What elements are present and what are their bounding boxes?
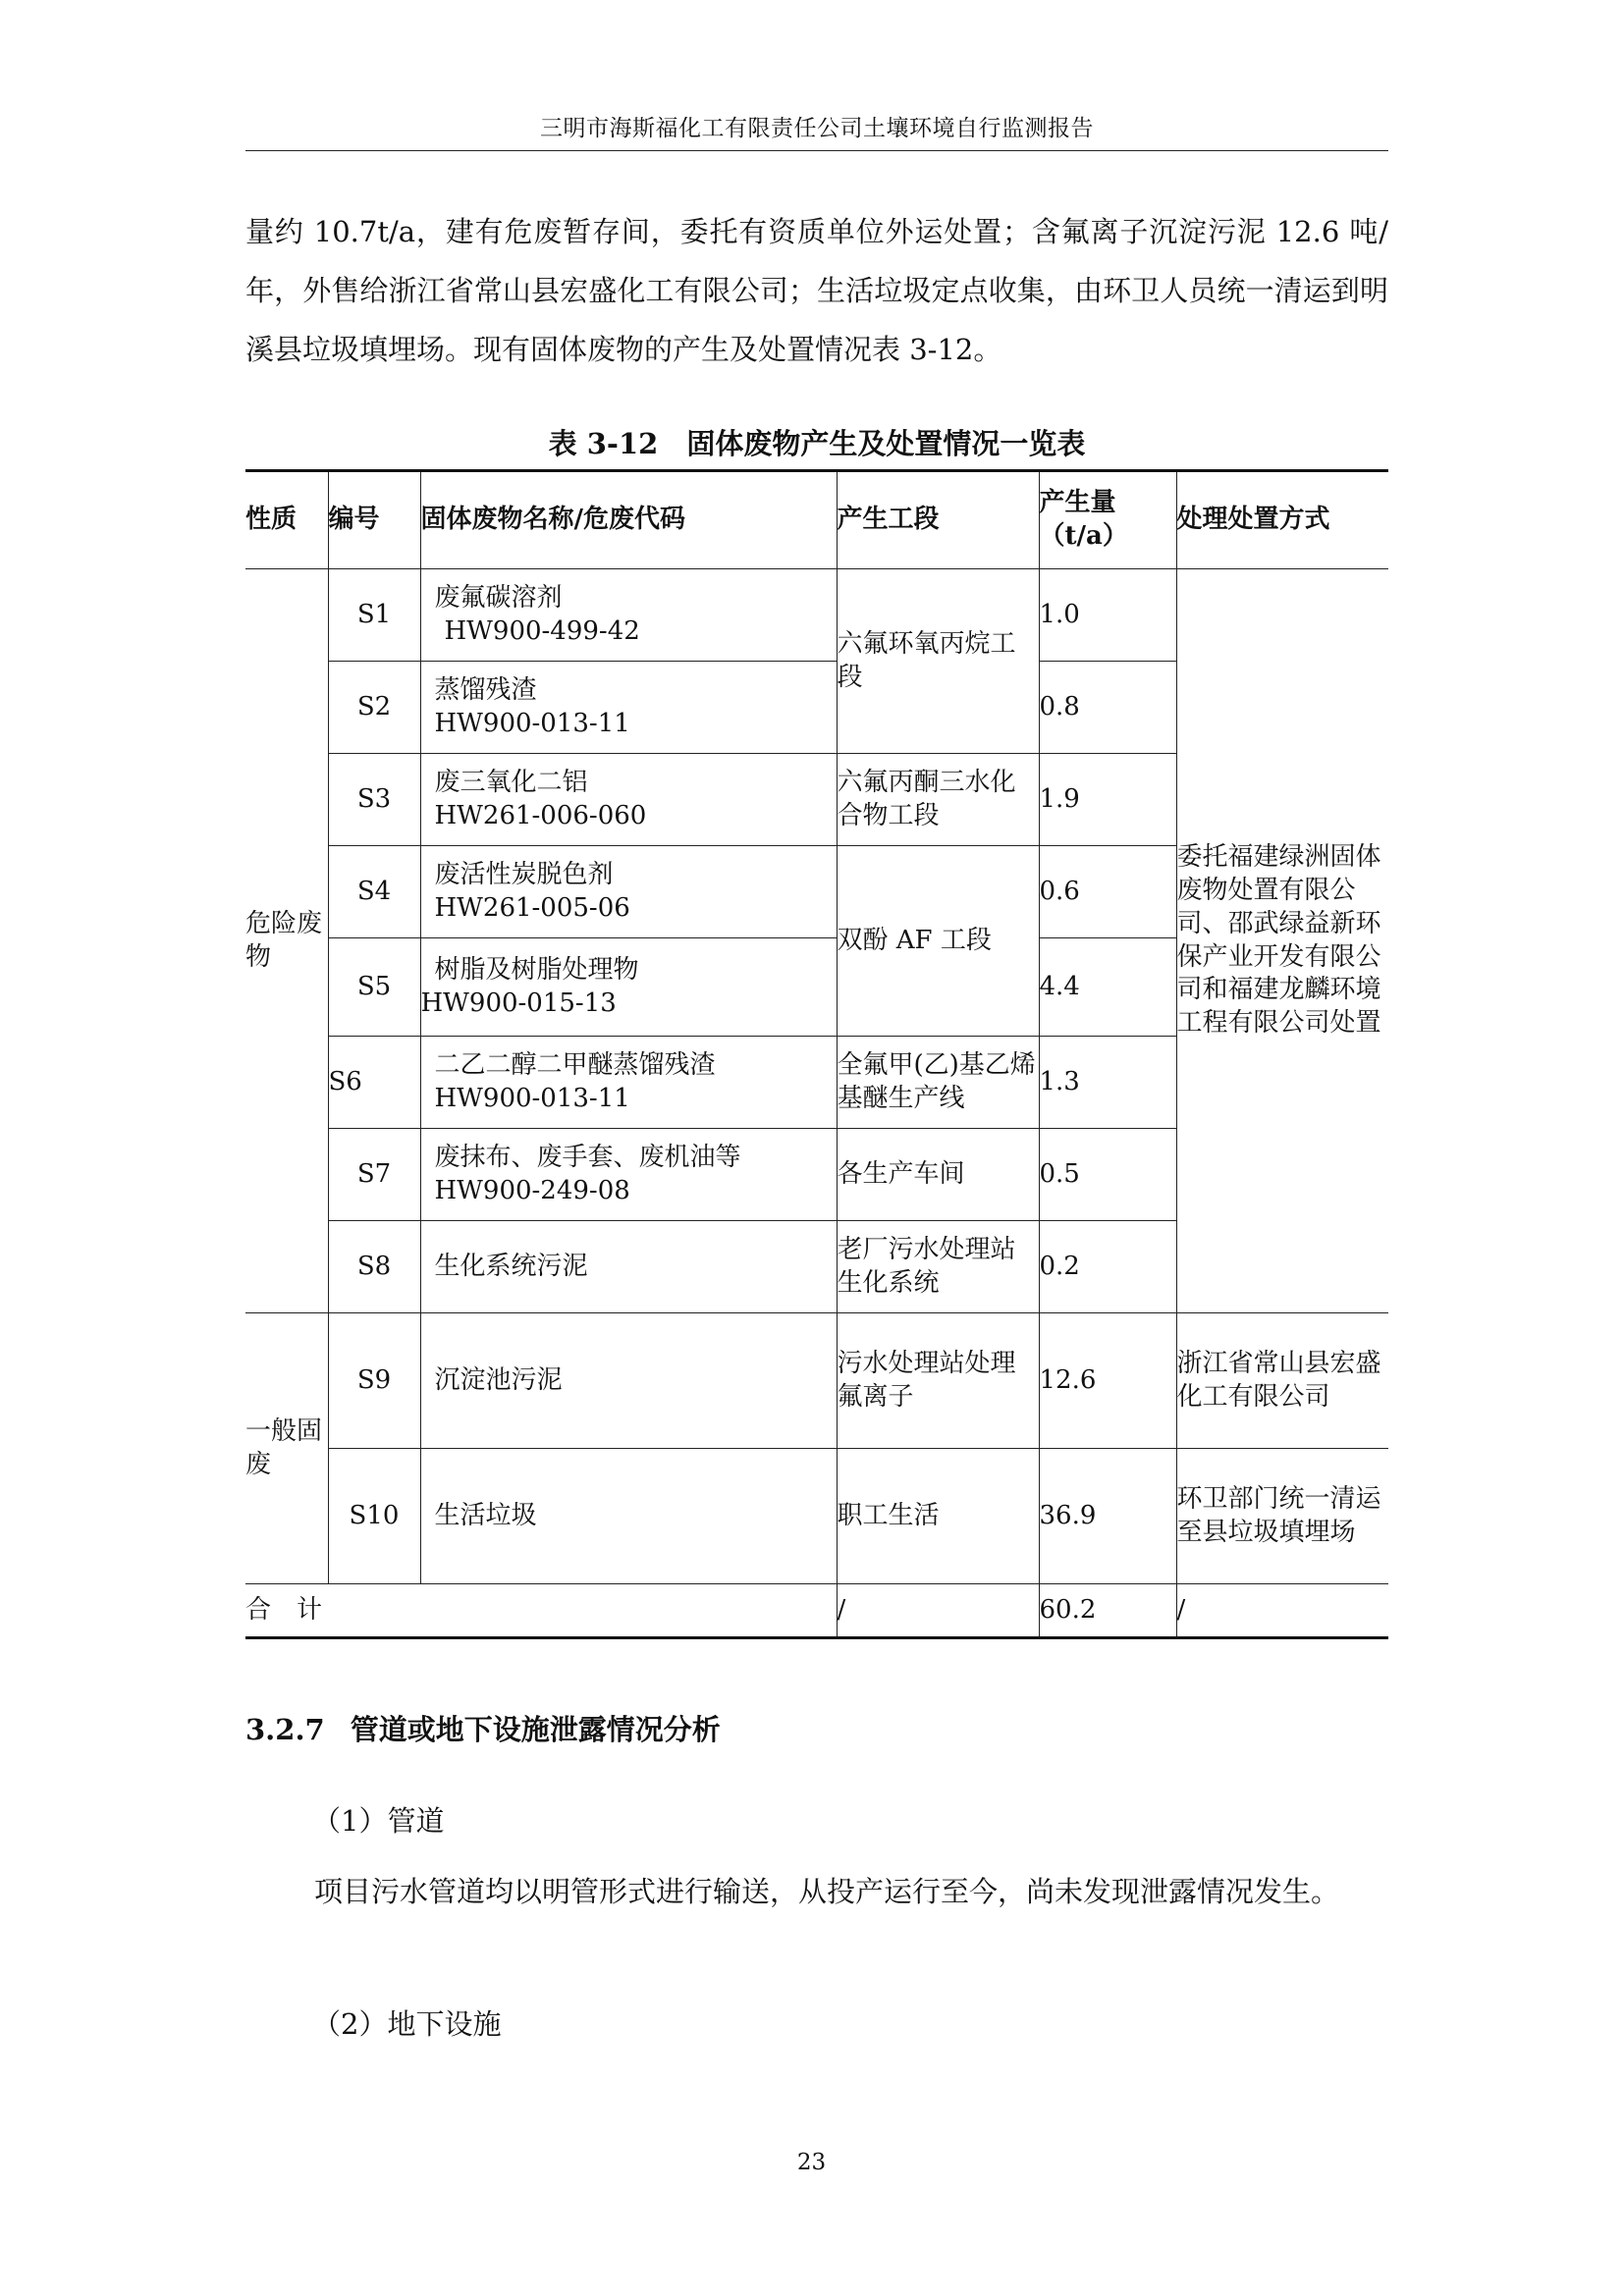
header-divider xyxy=(245,150,1388,151)
waste-name: 废活性炭脱色剂 xyxy=(434,859,614,889)
header-amount: 产生量（t/a） xyxy=(1039,471,1176,569)
waste-name: 废氟碳溶剂 xyxy=(434,582,563,613)
cell-amount: 1.0 xyxy=(1039,569,1176,662)
cell-name xyxy=(420,1037,837,1129)
cell-stage: 老厂污水处理站生化系统 xyxy=(837,1221,1039,1313)
solid-waste-table-container xyxy=(245,469,1388,1639)
subsection-underground-heading: （2）地下设施 xyxy=(312,2007,502,2041)
subsection-pipeline-heading: （1）管道 xyxy=(312,1804,445,1838)
header-disposal: 处理处置方式 xyxy=(1176,471,1388,569)
waste-hw-code: HW900-013-11 xyxy=(434,708,630,738)
cell-code: S9 xyxy=(328,1313,420,1449)
section-title: 管道或地下设施泄露情况分析 xyxy=(350,1713,721,1746)
cell-name xyxy=(420,569,837,662)
page-number: 23 xyxy=(796,2150,827,2175)
cell-code: S4 xyxy=(328,846,420,938)
cell-code: S1 xyxy=(328,569,420,662)
solid-waste-table xyxy=(245,469,1388,1639)
waste-hw-code: HW900-249-08 xyxy=(434,1175,630,1205)
cell-name: 生化系统污泥 xyxy=(420,1221,837,1313)
waste-name: 蒸馏残渣 xyxy=(434,674,537,705)
cell-amount: 0.5 xyxy=(1039,1129,1176,1221)
cell-code: S3 xyxy=(328,754,420,846)
cell-amount: 0.6 xyxy=(1039,846,1176,938)
cell-code: S10 xyxy=(328,1449,420,1584)
waste-name: 废抹布、废手套、废机油等 xyxy=(434,1142,741,1172)
waste-hw-code: HW261-005-06 xyxy=(434,892,630,923)
cell-stage: 污水处理站处理氟离子 xyxy=(837,1313,1039,1449)
section-heading xyxy=(245,1708,721,1748)
waste-hw-code: HW900-015-13 xyxy=(420,988,617,1018)
cell-name xyxy=(420,1129,837,1221)
table-row xyxy=(245,569,1388,662)
cell-amount: 4.4 xyxy=(1039,938,1176,1037)
cell-stage: 全氟甲(乙)基乙烯基醚生产线 xyxy=(837,1037,1039,1129)
pipeline-paragraph: 项目污水管道均以明管形式进行输送，从投产运行至今，尚未发现泄露情况发生。 xyxy=(314,1875,1340,1908)
cell-name: 沉淀池污泥 xyxy=(420,1313,837,1449)
cell-amount: 0.2 xyxy=(1039,1221,1176,1313)
cell-code: S7 xyxy=(328,1129,420,1221)
cell-disposal: 浙江省常山县宏盛化工有限公司 xyxy=(1176,1313,1388,1449)
cell-stage: 六氟环氧丙烷工段 xyxy=(837,569,1039,754)
table-header-row xyxy=(245,471,1388,569)
cell-name xyxy=(420,754,837,846)
cell-stage: 六氟丙酮三水化合物工段 xyxy=(837,754,1039,846)
cell-stage: 各生产车间 xyxy=(837,1129,1039,1221)
waste-hw-code: HW900-013-11 xyxy=(434,1083,630,1113)
cell-stage: 双酚 AF 工段 xyxy=(837,846,1039,1037)
total-amount: 60.2 xyxy=(1039,1584,1176,1638)
cell-amount: 1.3 xyxy=(1039,1037,1176,1129)
waste-hw-code: HW261-006-060 xyxy=(434,800,647,830)
header-stage: 产生工段 xyxy=(837,471,1039,569)
cell-amount: 1.9 xyxy=(1039,754,1176,846)
section-number: 3.2.7 xyxy=(245,1713,325,1746)
cell-code: S8 xyxy=(328,1221,420,1313)
cell-code: S2 xyxy=(328,662,420,754)
cell-hazardous-disposal: 委托福建绿洲固体废物处置有限公司、邵武绿益新环保产业开发有限公司和福建龙麟环境工程有限公司处置 xyxy=(1176,569,1388,1313)
table-caption: 表 3-12 固体废物产生及处置情况一览表 xyxy=(548,427,1086,460)
total-disposal: / xyxy=(1176,1584,1388,1638)
total-label: 合 计 xyxy=(245,1584,837,1638)
cell-name xyxy=(420,846,837,938)
cell-name xyxy=(420,662,837,754)
group-general: 一般固废 xyxy=(245,1313,328,1584)
cell-name xyxy=(420,938,837,1037)
cell-name: 生活垃圾 xyxy=(420,1449,837,1584)
cell-amount: 36.9 xyxy=(1039,1449,1176,1584)
waste-name: 二乙二醇二甲醚蒸馏残渣 xyxy=(434,1049,716,1080)
table-total-row xyxy=(245,1584,1388,1638)
table-row xyxy=(245,1449,1388,1584)
waste-name: 树脂及树脂处理物 xyxy=(434,954,639,985)
cell-amount: 0.8 xyxy=(1039,662,1176,754)
cell-code: S6 xyxy=(328,1037,420,1129)
cell-amount: 12.6 xyxy=(1039,1313,1176,1449)
cell-code: S5 xyxy=(328,938,420,1037)
total-stage: / xyxy=(837,1584,1039,1638)
report-header-title: 三明市海斯福化工有限责任公司土壤环境自行监测报告 xyxy=(540,116,1094,141)
table-row xyxy=(245,1313,1388,1449)
header-code: 编号 xyxy=(328,471,420,569)
intro-paragraph: 量约 10.7t/a，建有危废暂存间，委托有资质单位外运处置；含氟离子沉淀污泥 12.6 吨/年，外售给浙江省常山县宏盛化工有限公司；生活垃圾定点收集，由环卫人员统一清运到明溪县垃圾填埋场。现有固体废物的产生及处置情况表 3-12。 xyxy=(245,215,1388,366)
header-name: 固体废物名称/危废代码 xyxy=(420,471,837,569)
cell-stage: 职工生活 xyxy=(837,1449,1039,1584)
cell-disposal: 环卫部门统一清运至县垃圾填埋场 xyxy=(1176,1449,1388,1584)
header-nature: 性质 xyxy=(245,471,328,569)
waste-name: 废三氧化二铝 xyxy=(434,767,588,797)
group-hazardous: 危险废物 xyxy=(245,569,328,1313)
waste-hw-code: HW900-499-42 xyxy=(444,615,640,646)
